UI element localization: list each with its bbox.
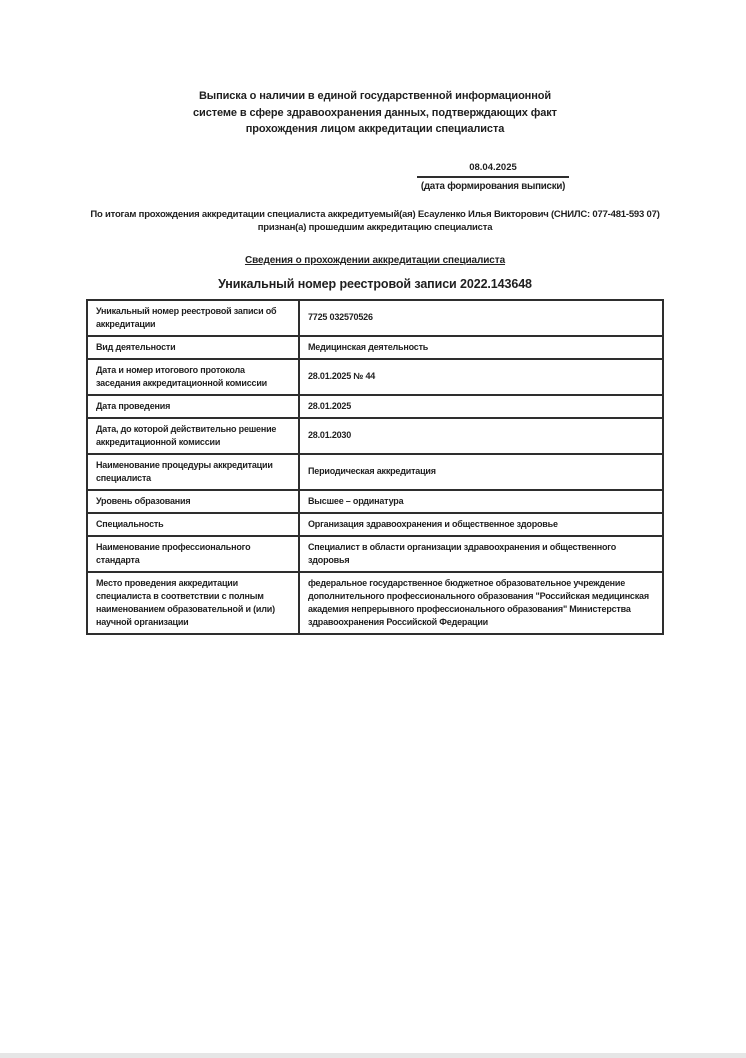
row-value: Медицинская деятельность xyxy=(299,336,663,359)
row-label: Наименование процедуры аккредитации специалиста xyxy=(87,454,299,490)
table-row xyxy=(87,572,663,634)
row-value: 28.01.2030 xyxy=(299,418,663,454)
document-title-line-2: системе в сфере здравоохранения данных, подтверждающих факт xyxy=(193,106,557,119)
table-row xyxy=(87,300,663,336)
row-label: Место проведения аккредитации специалиста в соответствии с полным наименованием образовательной и (или) научной организации xyxy=(87,572,299,634)
issue-date-block xyxy=(417,162,569,192)
row-label: Дата, до которой действительно решение аккредитационной комиссии xyxy=(87,418,299,454)
table-row xyxy=(87,490,663,513)
row-label: Уровень образования xyxy=(87,490,299,513)
row-value: Специалист в области организации здравоохранения и общественного здоровья xyxy=(299,536,663,572)
table-row xyxy=(87,359,663,395)
row-value: Высшее – ординатура xyxy=(299,490,663,513)
issue-date-value: 08.04.2025 xyxy=(417,162,569,178)
row-value: федеральное государственное бюджетное образовательное учреждение дополнительного профессионального образования "Российская медицинская академия непрерывного профессионального образования" Министерства здравоохранения Российской Федерации xyxy=(299,572,663,634)
document-title-line-3: прохождения лицом аккредитации специалиста xyxy=(245,123,505,135)
bottom-edge-strip xyxy=(0,1053,746,1058)
row-label: Наименование профессионального стандарта xyxy=(87,536,299,572)
section-heading: Сведения о прохождении аккредитации специалиста xyxy=(244,254,506,266)
row-label: Уникальный номер реестровой записи об аккредитации xyxy=(87,300,299,336)
accreditation-table xyxy=(86,299,664,635)
summary-paragraph: По итогам прохождения аккредитации специалиста аккредитуемый(ая) Есауленко Илья Викторович (СНИЛС: 077-481-593 07) признан(а) прошедшим аккредитацию специалиста xyxy=(90,208,660,233)
table-row xyxy=(87,418,663,454)
row-value: Периодическая аккредитация xyxy=(299,454,663,490)
row-label: Дата проведения xyxy=(87,395,299,418)
table-row xyxy=(87,513,663,536)
row-label: Специальность xyxy=(87,513,299,536)
registry-heading: Уникальный номер реестровой записи 2022.143648 xyxy=(218,276,532,291)
issue-date-caption: (дата формирования выписки) xyxy=(420,180,566,192)
row-value: Организация здравоохранения и общественное здоровье xyxy=(299,513,663,536)
row-label: Дата и номер итогового протокола заседания аккредитационной комиссии xyxy=(87,359,299,395)
table-row xyxy=(87,454,663,490)
table-row xyxy=(87,536,663,572)
row-value: 7725 032570526 xyxy=(299,300,663,336)
document-title-line-1: Выписка о наличии в единой государственной информационной xyxy=(198,90,552,102)
document-content xyxy=(86,0,664,635)
row-value: 28.01.2025 xyxy=(299,395,663,418)
row-label: Вид деятельности xyxy=(87,336,299,359)
table-row xyxy=(87,395,663,418)
table-row xyxy=(87,336,663,359)
document-title xyxy=(86,88,664,138)
row-value: 28.01.2025 № 44 xyxy=(299,359,663,395)
